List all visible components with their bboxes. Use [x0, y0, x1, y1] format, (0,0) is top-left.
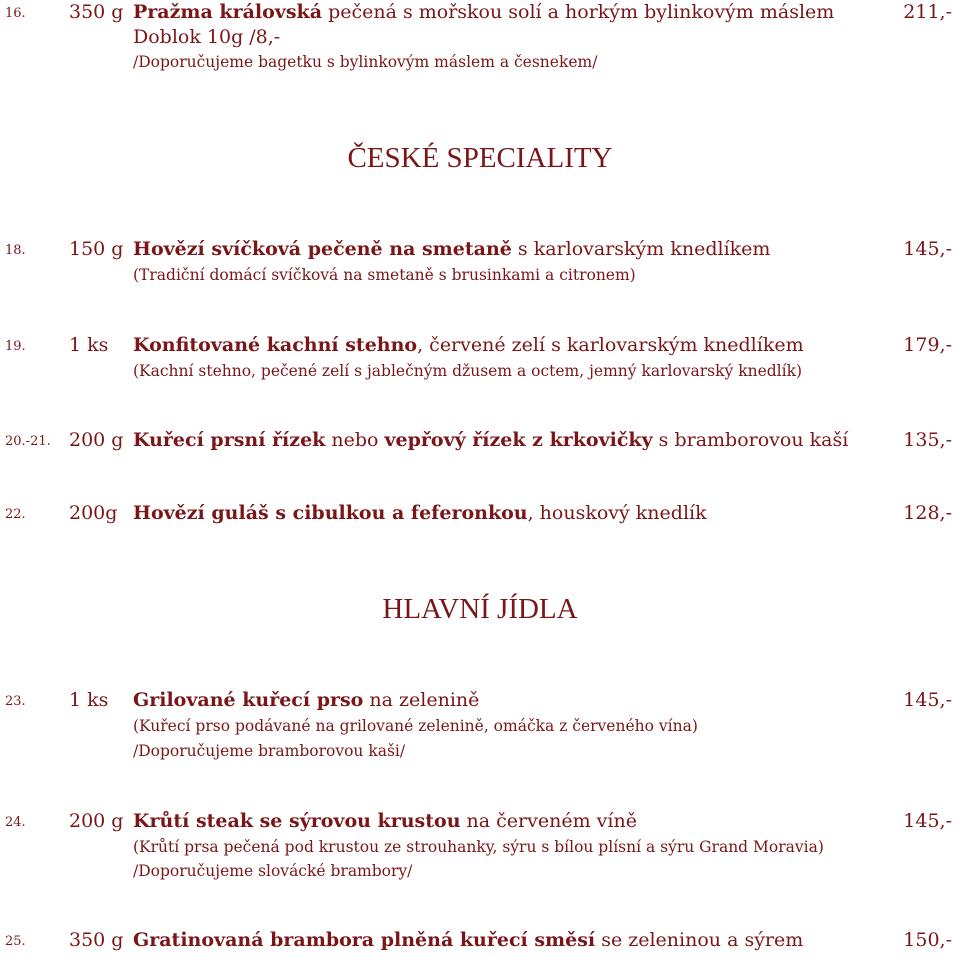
item-note: /Doporučujeme bramborovou kaši/ — [133, 742, 406, 760]
item-quantity: 200 g — [69, 429, 124, 451]
item-price: 179,- — [903, 334, 952, 356]
item-name-bold: Konfitované kachní stehno — [133, 334, 418, 356]
item-quantity: 150 g — [69, 238, 124, 260]
item-name-rest: na zelenině — [363, 689, 480, 711]
item-name-bold: Kuřecí prsní řízek — [133, 429, 326, 451]
item-name-rest: pečená s mořskou solí a horkým bylinkovým máslem — [322, 1, 835, 23]
item-name — [133, 502, 707, 524]
item-name — [133, 810, 637, 832]
item-name-rest: na červeném víně — [460, 810, 637, 832]
item-extra-line: Doblok 10g /8,- — [133, 26, 281, 48]
item-number: 20.-21. — [5, 434, 51, 449]
item-name-connector: nebo — [325, 429, 385, 451]
item-name-bold-alt: vepřový řízek z krkovičky — [384, 429, 653, 451]
item-name — [133, 238, 770, 260]
item-number: 16. — [5, 6, 26, 21]
item-name-rest: , houskový knedlík — [527, 502, 707, 524]
item-price: 145,- — [903, 689, 952, 711]
item-note: /Doporučujeme slovácké brambory/ — [133, 862, 413, 880]
item-name — [133, 429, 848, 451]
item-name — [133, 929, 803, 951]
item-quantity: 200 g — [69, 810, 124, 832]
item-quantity: 350 g — [69, 929, 124, 951]
section-heading-main-dishes: HLAVNÍ JÍDLA — [382, 593, 578, 625]
item-price: 145,- — [903, 810, 952, 832]
item-name-bold: Pražma královská — [133, 1, 323, 23]
item-price: 128,- — [903, 502, 952, 524]
item-name-bold: Krůtí steak se sýrovou krustou — [133, 810, 461, 832]
item-number: 24. — [5, 815, 26, 830]
item-number: 19. — [5, 339, 26, 354]
section-heading-czech-specialties: ČESKÉ SPECIALITY — [347, 142, 613, 174]
item-quantity: 1 ks — [69, 334, 109, 356]
item-quantity: 1 ks — [69, 689, 109, 711]
item-note: /Doporučujeme bagetku s bylinkovým máslem a česnekem/ — [133, 53, 598, 71]
item-number: 23. — [5, 694, 26, 709]
item-note: (Kachní stehno, pečené zelí s jablečným džusem a octem, jemný karlovarský knedlík) — [133, 362, 803, 380]
item-name — [133, 1, 834, 23]
item-name-bold: Hovězí guláš s cibulkou a feferonkou — [133, 502, 528, 524]
item-quantity: 200g — [69, 502, 118, 524]
item-name-rest: s bramborovou kaší — [652, 429, 849, 451]
item-name-bold: Hovězí svíčková pečeně na smetaně — [133, 238, 512, 260]
item-name-bold: Gratinovaná brambora plněná kuřecí směsí — [133, 929, 596, 951]
item-number: 22. — [5, 507, 26, 522]
item-quantity: 350 g — [69, 1, 124, 23]
item-name — [133, 334, 804, 356]
item-note: (Kuřecí prso podávané na grilované zelenině, omáčka z červeného vína) — [133, 717, 698, 735]
item-note: (Krůtí prsa pečená pod krustou ze strouhanky, sýru s bílou plísní a sýru Grand Moravia) — [133, 838, 824, 856]
item-price: 135,- — [903, 429, 952, 451]
item-name — [133, 689, 479, 711]
item-price: 145,- — [903, 238, 952, 260]
item-name-bold: Grilované kuřecí prso — [133, 689, 364, 711]
item-number: 18. — [5, 243, 26, 258]
item-note: (Tradiční domácí svíčková na smetaně s brusinkami a citronem) — [133, 266, 636, 284]
item-name-rest: s karlovarským knedlíkem — [511, 238, 771, 260]
item-name-rest: , červené zelí s karlovarským knedlíkem — [417, 334, 804, 356]
item-name-rest: se zeleninou a sýrem — [595, 929, 804, 951]
item-price: 211,- — [903, 1, 952, 23]
item-price: 150,- — [903, 929, 952, 951]
item-number: 25. — [5, 934, 26, 949]
